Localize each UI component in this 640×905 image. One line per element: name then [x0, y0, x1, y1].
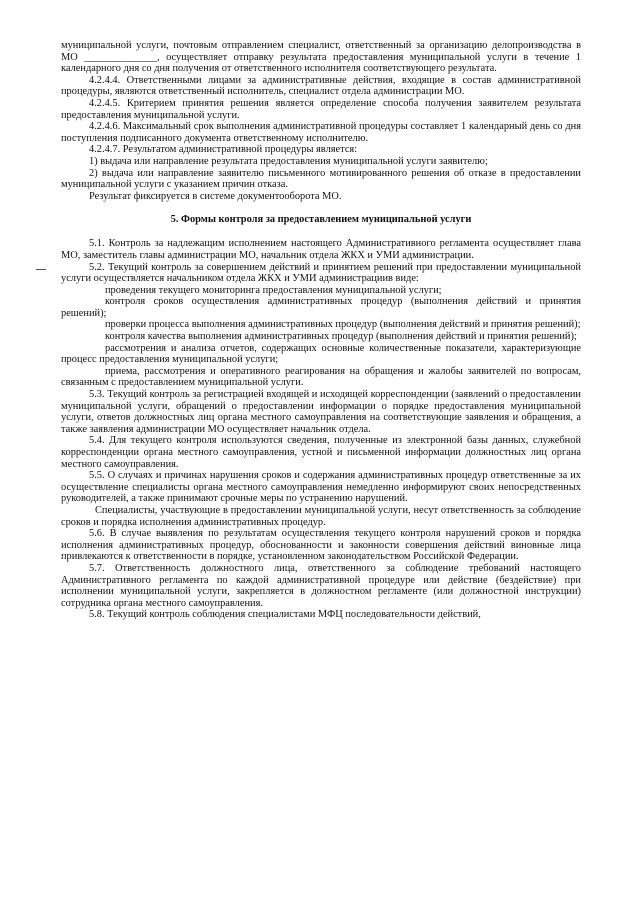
list-item-monitoring: проведения текущего мониторинга предоставления муниципальной услуги; [105, 284, 442, 296]
list-item-result-2: 2) выдача или направление заявителю письменного мотивированного решения об отказе в предоставлении муниципальной услуги с указанием причин отказа. [61, 167, 581, 191]
paragraph-5-2: 5.2. Текущий контроль за совершением действий и принятием решений при предоставлении муниципальной услуги осуществляется начальником отдела ЖКХ и УМИ администрациив виде: [61, 261, 581, 285]
document-page [61, 40, 581, 621]
list-item-deadline-control: контроля сроков осуществления административных процедур (выполнения действий и принятия решений); [61, 296, 581, 319]
paragraph-4-2-4-7: 4.2.4.7. Результатом административной процедуры является: [89, 144, 358, 156]
paragraph-4-2-4-6: 4.2.4.6. Максимальный срок выполнения административной процедуры составляет 1 календарный день со дня поступления подписанного документа ответственному исполнителю. [61, 121, 581, 144]
margin-mark [36, 269, 46, 270]
list-item-result-1: 1) выдача или направление результата предоставления муниципальной услуги заявителю; [89, 155, 488, 167]
paragraph-5-8: 5.8. Текущий контроль соблюдения специалистами МФЦ последовательности действий, [89, 609, 481, 621]
list-item-report-analysis: рассмотрения и анализа отчетов, содержащих основные количественные показатели, характеризующие процесс предоставления муниципальной услуги; [61, 342, 581, 366]
paragraph-delivery-continuation: муниципальной услуги, почтовым отправлением специалист, ответственный за организацию делопроизводства в МО ______________, осуществляет отправку результата предоставления муниципальной услуги в течение 1 календарного дня со дня получения от ответственного исполнителя соответствующего результата. [61, 40, 581, 75]
paragraph-5-7: 5.7. Ответственность должностного лица, ответственного за соблюдение требований настоящего Административного регламента по каждой административной процедуре или действие (бездействие) при исполнении муниципальной услуги, закрепляется в должностном регламенте (или должностной инструкции) сотрудника органа местного самоуправления. [61, 562, 581, 609]
paragraph-4-2-4-5: 4.2.4.5. Критерием принятия решения является определение способа получения заявителем результата предоставления муниципальной услуги. [61, 97, 581, 121]
paragraph-5-3: 5.3. Текущий контроль за регистрацией входящей и исходящей корреспонденции (заявлений о предоставлении муниципальной услуги, обращений о предоставлении информации о порядке предоставления муниципальной услуги, ответов должностных лиц органа местного самоуправления на соответствующие заявления и обращения, а также заявления администрации МО осуществляет начальник отдела. [61, 389, 581, 435]
list-item-complaints: приема, рассмотрения и оперативного реагирования на обращения и жалобы заявителей по вопросам, связанным с предоставлением муниципальной услуги. [61, 365, 581, 389]
paragraph-5-6: 5.6. В случае выявления по результатам осуществления текущего контроля нарушений сроков и порядка исполнения административных процедур, обоснованности и законности совершения действий виновные лица привлекаются к ответственности в порядке, установленном законодательством Российской Федерации. [61, 528, 581, 563]
paragraph-5-5: 5.5. О случаях и причинах нарушения сроков и содержания административных процедур ответственные за их осуществление специалисты органа местного самоуправления немедленно информируют своих непосредственных руководителей, а также принимают срочные меры по устранению нарушений. [61, 470, 581, 505]
section-5-heading: 5. Формы контроля за предоставлением муниципальной услуги [170, 214, 472, 226]
list-item-quality-control: контроля качества выполнения административных процедур (выполнения действий и принятия решений); [105, 331, 577, 343]
paragraph-5-1: 5.1. Контроль за надлежащим исполнением настоящего Административного регламента осуществляет глава МО, заместитель главы администрации МО, начальник отдела ЖКХ и УМИ администрации. [61, 238, 581, 261]
paragraph-result-recorded: Результат фиксируется в системе документооборота МО. [89, 190, 342, 202]
list-item-process-check: проверки процесса выполнения административных процедур (выполнения действий и принятия решений); [105, 319, 581, 331]
paragraph-specialists-responsibility: Специалисты, участвующие в предоставлении муниципальной услуги, несут ответственность за соблюдение сроков и порядка исполнения административных процедур. [61, 504, 581, 528]
paragraph-4-2-4-4: 4.2.4.4. Ответственными лицами за административные действия, входящие в состав административной процедуры, являются ответственный исполнитель, специалист отдела администрации МО. [61, 74, 581, 98]
paragraph-5-4: 5.4. Для текущего контроля используются сведения, полученные из электронной базы данных, служебной корреспонденции органа местного самоуправления, устной и письменной информации должностных лиц органа местного самоуправления. [61, 435, 581, 470]
